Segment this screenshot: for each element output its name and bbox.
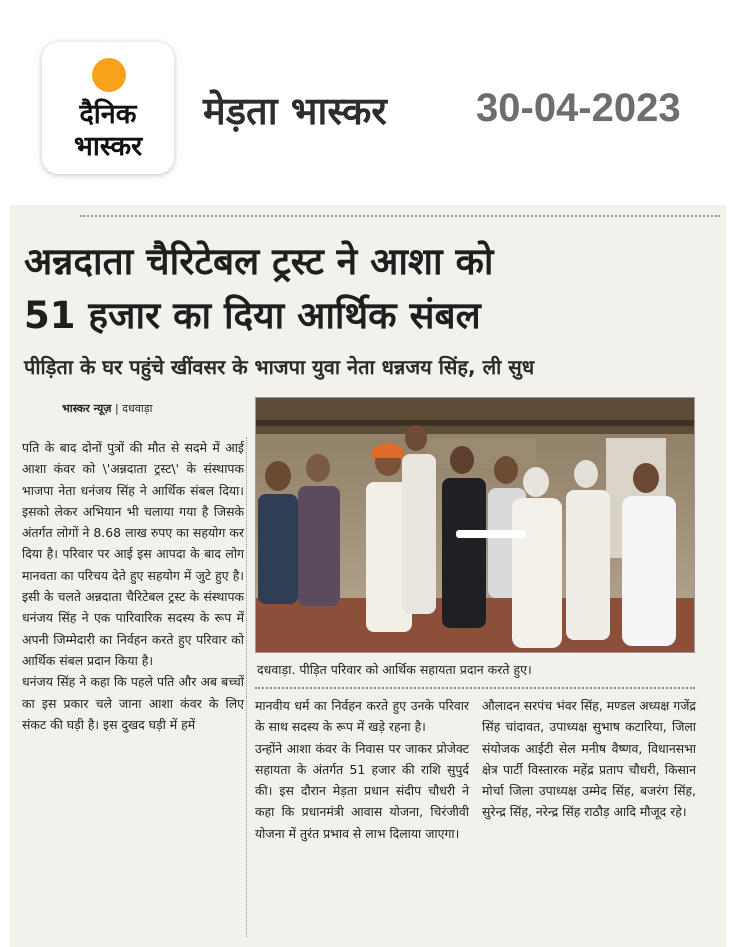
- article-right-column: [482, 695, 696, 823]
- article-left-column: [22, 437, 244, 735]
- edition-title: मेड़ता भास्कर: [203, 89, 387, 133]
- middle-paragraph-2: उन्होंने आशा कंवर के निवास पर जाकर प्रोजेक्ट सहायता के अंतर्गत 51 हजार की राशि सुपुर्द की। इस दौरान मेड़ता प्रधान संदीप चौधरी ने कहा कि प्रधानमंत्री आवास योजना, चिरंजीवी योजना में तुरंत प्रभाव से लाभ दिलाया जाएगा।: [255, 740, 469, 841]
- top-divider: [80, 215, 720, 217]
- headline-line-2: 51 हजार का दिया आर्थिक संबल: [24, 294, 481, 337]
- news-photo: [255, 397, 695, 653]
- article-middle-column: [255, 695, 469, 844]
- column-divider: [246, 437, 247, 937]
- byline-separator: |: [114, 402, 119, 415]
- edition-date: 30-04-2023: [476, 86, 681, 130]
- caption-divider: [255, 687, 695, 689]
- logo-text-top: दैनिक: [79, 99, 137, 130]
- byline: [62, 401, 152, 416]
- byline-place: दधवाड़ा: [122, 402, 153, 415]
- newspaper-clipping: [10, 205, 726, 947]
- subheadline: पीड़िता के घर पहुंचे खींवसर के भाजपा युवा नेता धन्नजय सिंह, ली सुध: [24, 355, 535, 379]
- right-paragraph-1: औलादन सरपंच भंवर सिंह, मण्डल अध्यक्ष गजेंद्र सिंह चांदावत, उपाध्यक्ष सुभाष कटारिया, जिला संयोजक आईटी सेल मनीष वैष्णव, विधानसभा क्षेत्र पार्टी विस्तारक महेंद्र प्रताप चौधरी, किसान मोर्चा जिला उपाध्यक्ष उम्मेद सिंह, बजरंग सिंह, सुरेन्द्र सिंह, नरेन्द्र सिंह राठौड़ आदि मौजूद रहे।: [482, 698, 696, 820]
- headline-line-1: अन्नदाता चैरिटेबल ट्रस्ट ने आशा को: [24, 240, 494, 283]
- dainik-bhaskar-logo: [42, 42, 174, 174]
- left-paragraph-1: पति के बाद दोनों पुत्रों की मौत से सदमे में आई आशा कंवर को \'अन्नदाता ट्रस्ट\' के संस्थापक भाजपा नेता धनंजय सिंह ने आर्थिक संबल दिया। इसको लेकर अभियान भी चलाया गया है जिसके अंतर्गत लोगों ने 8.68 लाख रुपए का सहयोग कर दिया है। परिवार पर आई इस आपदा के बाद लोग मानवता का परिचय देते हुए सहयोग में जुटे हुए है। इसी के चलते अन्नदाता चैरिटेबल ट्रस्ट के संस्थापक धनंजय सिंह ने एक पारिवारिक सदस्य के रूप में अपनी जिम्मेदारी का निर्वहन करते हुए परिवार को आर्थिक संबल प्रदान किया है।: [22, 440, 244, 668]
- left-paragraph-2: धनंजय सिंह ने कहा कि पहले पति और अब बच्चों का इस प्रकार चले जाना आशा कंवर के लिए संकट की घड़ी है। इस दुखद घड़ी में हमें: [22, 674, 244, 732]
- sun-icon: [92, 58, 126, 92]
- middle-paragraph-1: मानवीय धर्म का निर्वहन करते हुए उनके परिवार के साथ सदस्य के रूप में खड़े रहना है।: [255, 698, 469, 735]
- photo-caption: दधवाड़ा. पीड़ित परिवार को आर्थिक सहायता प्रदान करते हुए।: [257, 662, 532, 677]
- byline-source: भास्कर न्यूज़: [62, 402, 112, 415]
- logo-text-bottom: भास्कर: [73, 131, 143, 162]
- group-photo-image: [256, 398, 694, 652]
